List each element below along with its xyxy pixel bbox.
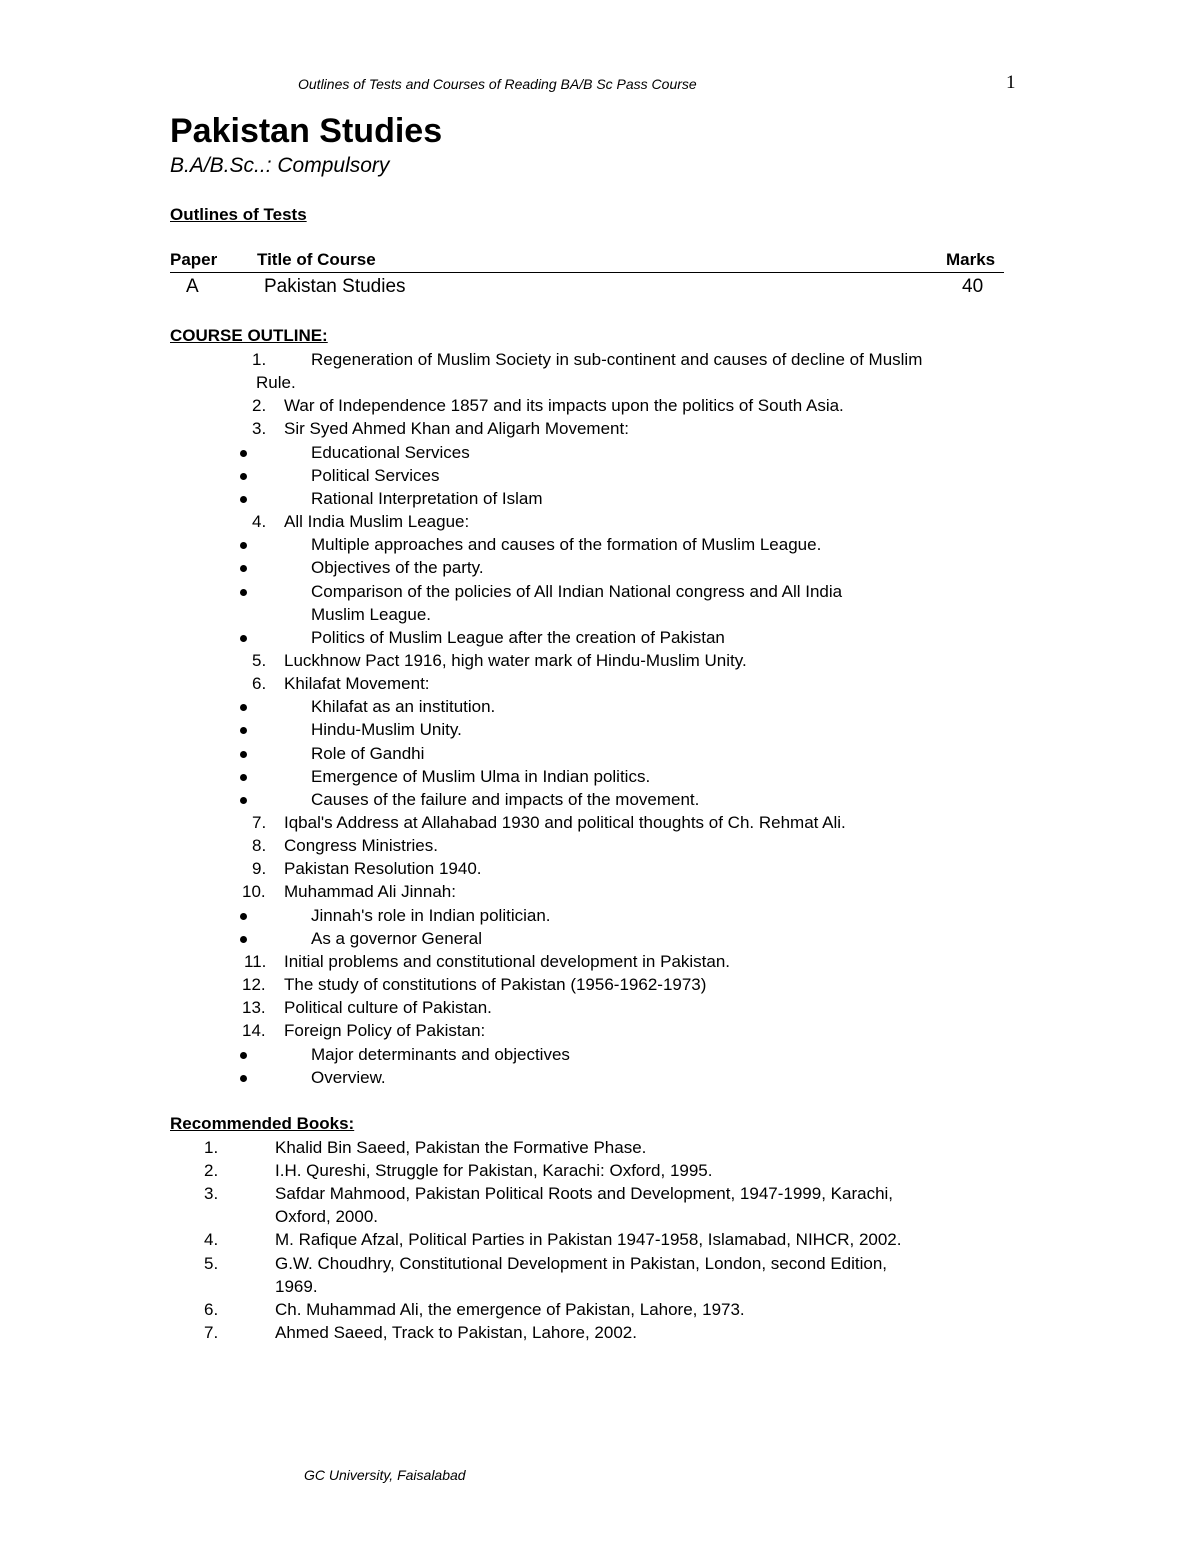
cell-marks: 40 (962, 276, 984, 297)
page-footer: GC University, Faisalabad (304, 1467, 466, 1483)
list-item-number: 14. (242, 1021, 266, 1040)
list-item: All India Muslim League: (284, 512, 470, 531)
bullet-item: Role of Gandhi (311, 744, 425, 763)
list-item: War of Independence 1857 and its impacts upon the politics of South Asia. (284, 396, 844, 415)
cell-title: Pakistan Studies (264, 276, 406, 297)
list-item-number: 4. (252, 512, 267, 531)
bullet-item: Major determinants and objectives (311, 1045, 570, 1064)
bullet-item: Causes of the failure and impacts of the movement. (311, 790, 700, 809)
bullet-item: Rational Interpretation of Islam (311, 489, 543, 508)
bullet-item: Khilafat as an institution. (311, 697, 496, 716)
bullet-item: Overview. (311, 1068, 386, 1087)
bullet-item-continuation: Muslim League. (311, 605, 432, 624)
page-subtitle: B.A/B.Sc..: Compulsory (170, 154, 390, 177)
book-number: 1. (204, 1138, 219, 1157)
book-number: 7. (204, 1323, 219, 1342)
list-item: Iqbal's Address at Allahabad 1930 and political thoughts of Ch. Rehmat Ali. (284, 813, 846, 832)
list-item: Luckhnow Pact 1916, high water mark of Hindu-Muslim Unity. (284, 651, 747, 670)
list-item-number: 5. (252, 651, 267, 670)
list-item-continuation: Rule. (256, 373, 296, 392)
book-number: 4. (204, 1230, 219, 1249)
list-item-number: 8. (252, 836, 267, 855)
outlines-of-tests-heading: Outlines of Tests (170, 205, 307, 224)
book-item: M. Rafique Afzal, Political Parties in Pakistan 1947-1958, Islamabad, NIHCR, 2002. (275, 1230, 902, 1249)
list-item-number: 2. (252, 396, 267, 415)
list-item: Muhammad Ali Jinnah: (284, 882, 456, 901)
page-title: Pakistan Studies (170, 112, 443, 150)
book-number: 3. (204, 1184, 219, 1203)
book-number: 2. (204, 1161, 219, 1180)
bullet-item: Jinnah's role in Indian politician. (311, 906, 551, 925)
list-item-number: 9. (252, 859, 267, 878)
page-number: 1 (1006, 72, 1016, 93)
book-item: 1969. (275, 1277, 318, 1296)
bullet-item: Multiple approaches and causes of the formation of Muslim League. (311, 535, 822, 554)
book-item: Khalid Bin Saeed, Pakistan the Formative Phase. (275, 1138, 647, 1157)
column-header-title: Title of Course (257, 250, 376, 269)
bullet-item: Educational Services (311, 443, 470, 462)
list-item: Initial problems and constitutional development in Pakistan. (284, 952, 731, 971)
list-item-number: 11. (244, 952, 267, 971)
book-item: G.W. Choudhry, Constitutional Development in Pakistan, London, second Edition, (275, 1254, 888, 1273)
book-item: Oxford, 2000. (275, 1207, 379, 1226)
cell-paper: A (186, 276, 199, 297)
course-outline-heading: COURSE OUTLINE: (170, 326, 328, 345)
list-item: The study of constitutions of Pakistan (1956-1962-1973) (284, 975, 707, 994)
book-item: Ch. Muhammad Ali, the emergence of Pakistan, Lahore, 1973. (275, 1300, 745, 1319)
book-number: 5. (204, 1254, 219, 1273)
recommended-books-heading: Recommended Books: (170, 1114, 355, 1133)
column-header-marks: Marks (946, 250, 996, 269)
list-item-number: 7. (252, 813, 267, 832)
list-item-number: 10. (242, 882, 266, 901)
list-item: Khilafat Movement: (284, 674, 430, 693)
bullet-item: Political Services (311, 466, 440, 485)
bullet-item: Hindu-Muslim Unity. (311, 720, 462, 739)
list-item: Sir Syed Ahmed Khan and Aligarh Movement: (284, 419, 629, 438)
book-item: I.H. Qureshi, Struggle for Pakistan, Karachi: Oxford, 1995. (275, 1161, 713, 1180)
book-number: 6. (204, 1300, 219, 1319)
bullet-item: Comparison of the policies of All Indian National congress and All India (311, 582, 843, 601)
list-item: Foreign Policy of Pakistan: (284, 1021, 486, 1040)
list-item: Regeneration of Muslim Society in sub-continent and causes of decline of Muslim (311, 350, 923, 369)
list-item-number: 3. (252, 419, 267, 438)
bullet-item: As a governor General (311, 929, 483, 948)
book-item: Ahmed Saeed, Track to Pakistan, Lahore, 2002. (275, 1323, 637, 1342)
list-item: Congress Ministries. (284, 836, 438, 855)
bullet-item: Objectives of the party. (311, 558, 484, 577)
list-item-number: 12. (242, 975, 266, 994)
column-header-paper: Paper (170, 250, 218, 269)
bullet-item: Politics of Muslim League after the creation of Pakistan (311, 628, 725, 647)
book-item: Safdar Mahmood, Pakistan Political Roots and Development, 1947-1999, Karachi, (275, 1184, 894, 1203)
list-item-number: 1. (252, 350, 267, 369)
list-item: Pakistan Resolution 1940. (284, 859, 482, 878)
bullet-item: Emergence of Muslim Ulma in Indian politics. (311, 767, 651, 786)
running-header: Outlines of Tests and Courses of Reading BA/B Sc Pass Course (298, 76, 697, 92)
list-item: Political culture of Pakistan. (284, 998, 492, 1017)
list-item-number: 13. (242, 998, 266, 1017)
list-item-number: 6. (252, 674, 267, 693)
